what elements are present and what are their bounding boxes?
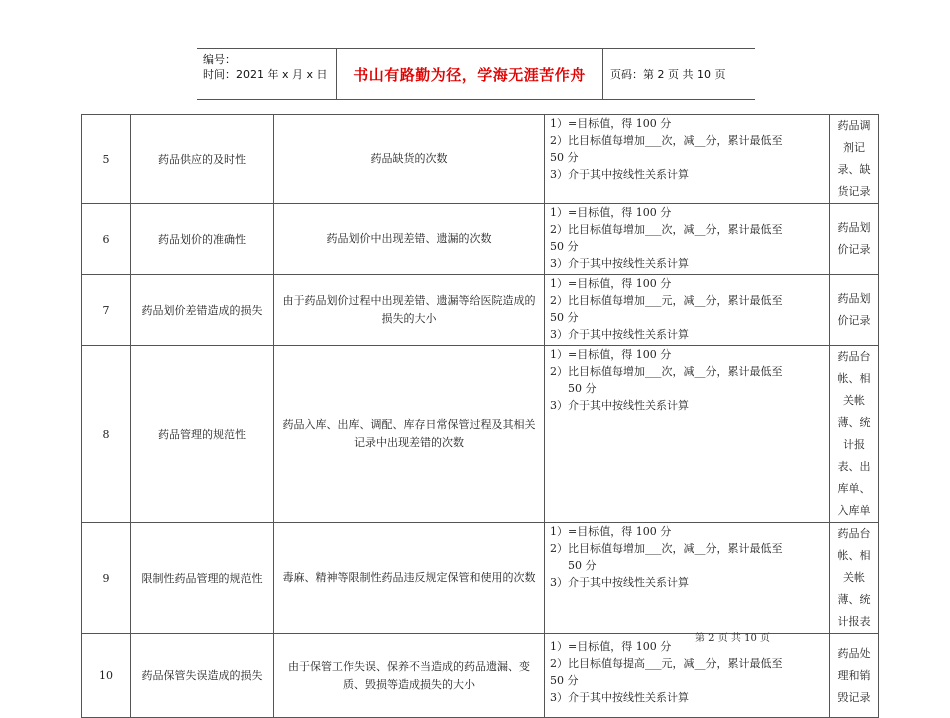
row-number: 6 [82,204,131,275]
data-source: 药品划价记录 [830,275,879,346]
rule-line: 1）=目标值，得 100 分 [550,277,672,290]
row-number: 10 [82,634,131,718]
indicator-name: 限制性药品管理的规范性 [131,523,274,634]
row-number: 5 [82,115,131,204]
row-number: 9 [82,523,131,634]
scoring-rule [545,523,830,634]
table-row [82,634,879,718]
rule-line: 2）比目标值每增加___次，减__分，累计最低至 [550,365,783,378]
table-row [82,115,879,204]
table-row [82,275,879,346]
rule-line: 3）介于其中按线性关系计算 [550,576,689,589]
indicator-name: 药品供应的及时性 [131,115,274,204]
rule-line: 2）比目标值每提高___元，减__分，累计最低至 [550,657,783,670]
header-page-code: 页码：第 2 页 共 10 页 [610,68,726,81]
data-source: 药品台帐、相关帐薄、统计报表 [830,523,879,634]
rule-line: 3）介于其中按线性关系计算 [550,168,689,181]
kpi-table [81,114,879,718]
scoring-rule [545,115,830,204]
indicator-definition: 药品划价中出现差错、遗漏的次数 [274,204,545,275]
table-row [82,346,879,523]
rule-line: 50 分 [550,311,579,324]
scoring-rule [545,275,830,346]
rule-line: 50 分 [550,151,579,164]
table-row [82,204,879,275]
indicator-definition: 毒麻、精神等限制性药品违反规定保管和使用的次数 [274,523,545,634]
header-motto: 书山有路勤为径，学海无涯苦作舟 [337,49,603,99]
row-number: 7 [82,275,131,346]
table-row [82,523,879,634]
data-source: 药品调剂记录、缺货记录 [830,115,879,204]
indicator-name: 药品划价差错造成的损失 [131,275,274,346]
rule-line: 50 分 [568,559,597,572]
document-number-label: 编号： [203,53,236,66]
rule-line: 1）=目标值，得 100 分 [550,117,672,130]
indicator-name: 药品保管失误造成的损失 [131,634,274,718]
rule-line: 50 分 [550,240,579,253]
rule-line: 1）=目标值，得 100 分 [550,640,672,653]
rule-line: 2）比目标值每增加___元，减__分，累计最低至 [550,294,783,307]
data-source: 药品划价记录 [830,204,879,275]
scoring-rule [545,346,830,523]
indicator-definition: 药品入库、出库、调配、库存日常保管过程及其相关记录中出现差错的次数 [274,346,545,523]
rule-line: 2）比目标值每增加___次，减__分，累计最低至 [550,134,783,147]
indicator-definition: 由于药品划价过程中出现差错、遗漏等给医院造成的损失的大小 [274,275,545,346]
rule-line: 1）=目标值，得 100 分 [550,525,672,538]
rule-line: 50 分 [550,674,579,687]
rule-line: 1）=目标值，得 100 分 [550,206,672,219]
scoring-rule [545,634,830,718]
rule-line: 2）比目标值每增加___次，减__分，累计最低至 [550,223,783,236]
page-footer: 第 2 页 共 10 页 [695,633,770,644]
row-number: 8 [82,346,131,523]
document-time: 时间：2021 年 x 月 x 日 [203,68,328,81]
indicator-definition: 由于保管工作失误、保养不当造成的药品遗漏、变质、毁损等造成损失的大小 [274,634,545,718]
indicator-name: 药品划价的准确性 [131,204,274,275]
data-source: 药品台帐、相关帐薄、统计报表、出库单、入库单 [830,346,879,523]
scoring-rule [545,204,830,275]
rule-line: 3）介于其中按线性关系计算 [550,399,689,412]
rule-line: 2）比目标值每增加___次，减__分，累计最低至 [550,542,783,555]
rule-line: 3）介于其中按线性关系计算 [550,691,689,704]
header-meta [197,49,337,99]
page-header [197,48,755,100]
rule-line: 3）介于其中按线性关系计算 [550,328,689,341]
rule-line: 50 分 [568,382,597,395]
rule-line: 3）介于其中按线性关系计算 [550,257,689,270]
rule-line: 1）=目标值，得 100 分 [550,348,672,361]
indicator-name: 药品管理的规范性 [131,346,274,523]
indicator-definition: 药品缺货的次数 [274,115,545,204]
data-source: 药品处理和销毁记录 [830,634,879,718]
